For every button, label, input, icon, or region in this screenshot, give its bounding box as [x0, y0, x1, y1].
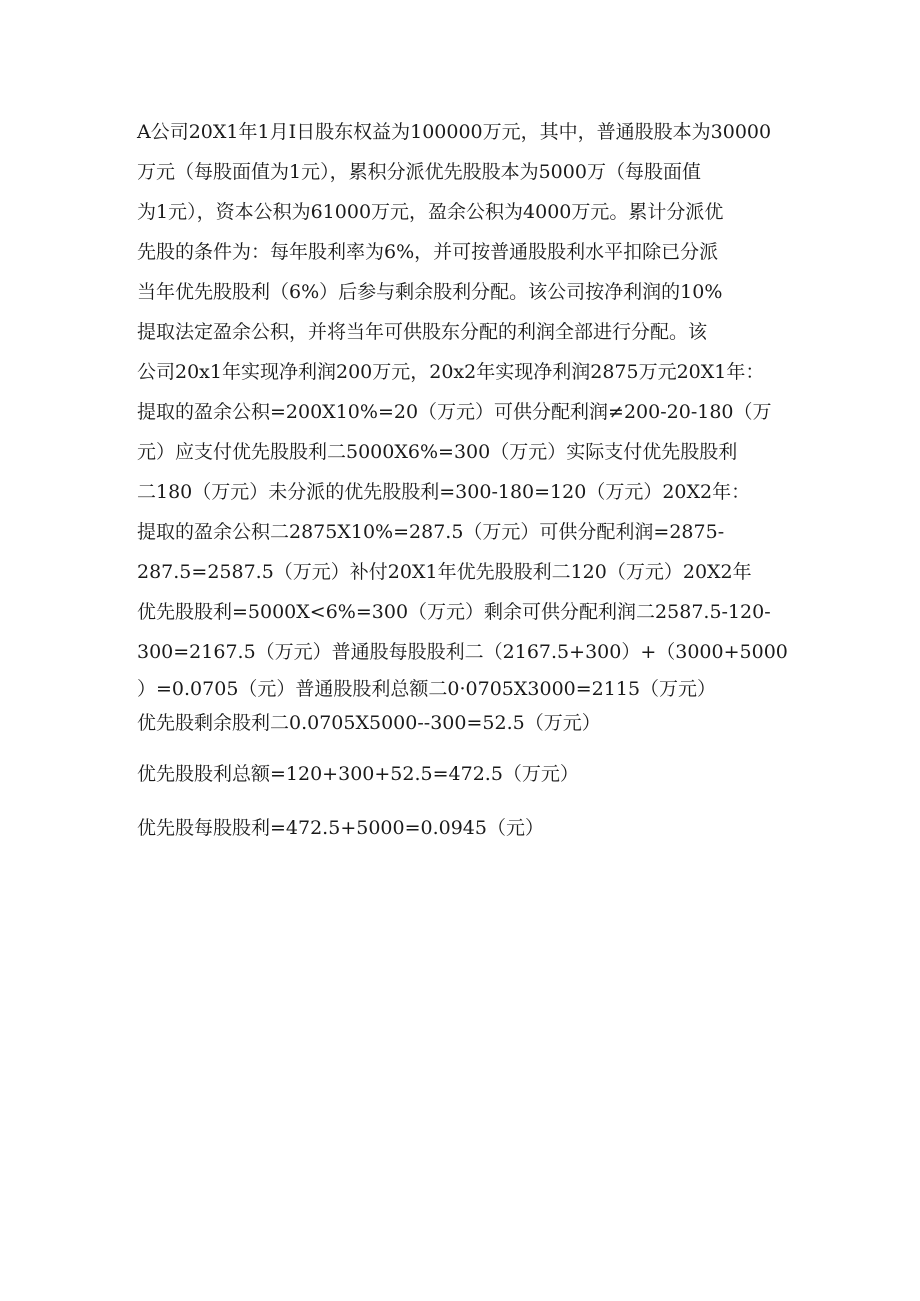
text-line: 提取的盈余公积=200X10%=20（万元）可供分配利润≠200-20-180（万	[137, 401, 772, 423]
text-line: 为1元），资本公积为61000万元，盈余公积为4000万元。累计分派优	[137, 201, 724, 223]
text-line: 优先股每股股利=472.5+5000=0.0945（元）	[137, 817, 544, 839]
text-line: 优先股股利总额=120+300+52.5=472.5（万元）	[137, 763, 579, 785]
text-line: ）=0.0705（元）普通股股利总额二0·0705X3000=2115（万元）	[137, 678, 717, 700]
text-line: 万元（每股面值为1元），累积分派优先股股本为5000万（每股面值	[137, 161, 701, 183]
text-line: 当年优先股股利（6%）后参与剩余股利分配。该公司按净利润的10%	[137, 281, 723, 303]
text-line: 提取法定盈余公积，并将当年可供股东分配的利润全部进行分配。该	[137, 321, 708, 343]
body-text	[137, 112, 797, 848]
text-line: 优先股股利=5000X<6%=300（万元）剩余可供分配利润二2587.5-120-	[137, 601, 771, 623]
text-line: A公司20X1年1月I日股东权益为100000万元，其中，普通股股本为30000	[137, 121, 772, 143]
text-line: 二180（万元）未分派的优先股股利=300-180=120（万元）20X2年：	[137, 481, 751, 503]
text-line: 元）应支付优先股股利二5000X6%=300（万元）实际支付优先股股利	[137, 441, 738, 463]
text-line: 287.5=2587.5（万元）补付20X1年优先股股利二120（万元）20X2年	[137, 561, 752, 583]
text-line: 先股的条件为：每年股利率为6%，并可按普通股股利水平扣除已分派	[137, 241, 719, 263]
text-line: 优先股剩余股利二0.0705X5000--300=52.5（万元）	[137, 712, 601, 734]
text-line: 300=2167.5（万元）普通股每股股利二（2167.5+300）+（3000+5000	[137, 641, 788, 663]
text-line: 提取的盈余公积二2875X10%=287.5（万元）可供分配利润=2875-	[137, 521, 725, 543]
text-line: 公司20x1年实现净利润200万元，20x2年实现净利润2875万元20X1年：	[137, 361, 765, 383]
